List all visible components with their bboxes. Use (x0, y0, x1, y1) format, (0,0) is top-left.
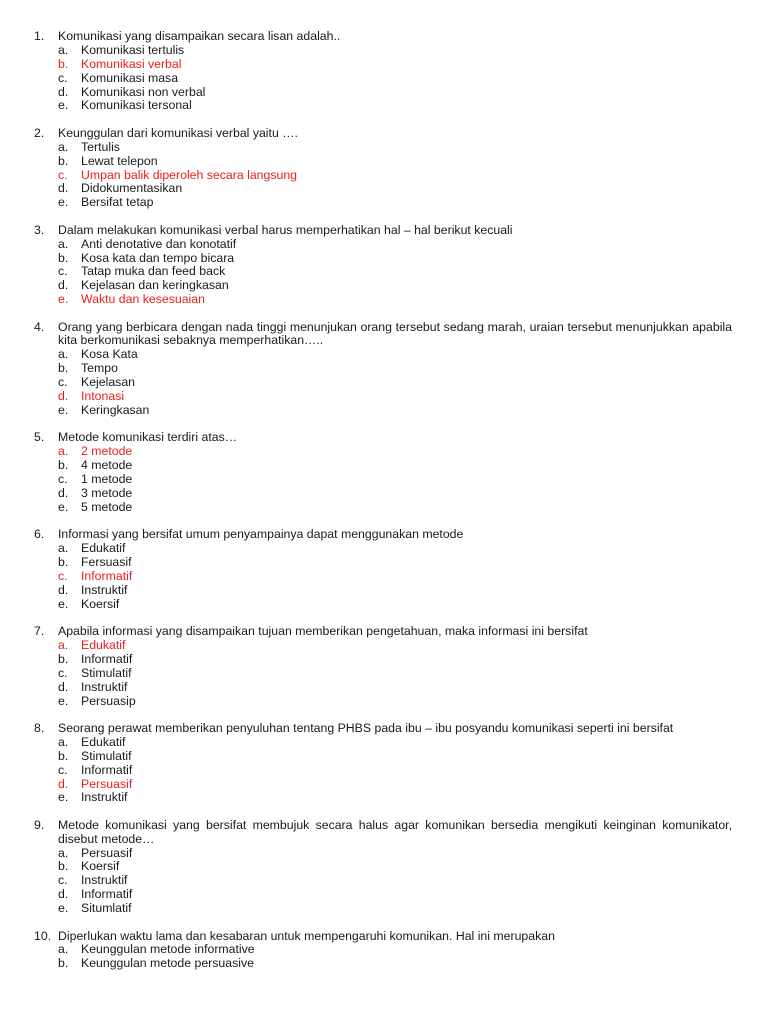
option-letter: e. (58, 499, 69, 514)
option-letter: c. (58, 264, 68, 279)
option-letter: d. (58, 776, 69, 791)
option-text: Tempo (81, 361, 118, 376)
option-letter: e. (58, 596, 69, 611)
question-number: 4. (34, 319, 45, 334)
question-heading (0, 722, 768, 736)
answer-option-correct (0, 58, 768, 72)
question-heading (0, 224, 768, 238)
option-text: Edukatif (81, 734, 126, 749)
option-letter: b. (58, 748, 69, 763)
answer-option (0, 404, 768, 418)
answer-option (0, 348, 768, 362)
question-number: 3. (34, 222, 45, 237)
question-number: 7. (34, 624, 45, 639)
option-letter: a. (58, 139, 69, 154)
question-text: Metode komunikasi terdiri atas… (58, 430, 238, 445)
answer-option (0, 736, 768, 750)
answer-option (0, 459, 768, 473)
answer-option-correct (0, 778, 768, 792)
option-letter: d. (58, 84, 69, 99)
answer-option (0, 902, 768, 916)
answer-option (0, 667, 768, 681)
option-letter: b. (58, 250, 69, 265)
answer-option (0, 196, 768, 210)
question-number: 8. (34, 720, 45, 735)
option-text: Instruktif (81, 873, 128, 888)
option-letter: d. (58, 278, 69, 293)
option-letter: c. (58, 665, 68, 680)
option-letter: c. (58, 167, 68, 182)
question-number: 5. (34, 430, 45, 445)
option-letter: e. (58, 98, 69, 113)
question-item (0, 528, 768, 611)
answer-option-correct (0, 293, 768, 307)
answer-options (0, 44, 768, 113)
option-letter: a. (58, 845, 69, 860)
answer-options (0, 238, 768, 307)
option-text: Persuasip (81, 693, 136, 708)
option-text: Edukatif (81, 637, 126, 652)
answer-option (0, 695, 768, 709)
option-letter: a. (58, 347, 69, 362)
question-text: Metode komunikasi yang bersifat membujuk secara halus agar komunikan bersedia mengikuti keinginan komunikator, disebut metode… (58, 817, 732, 846)
question-item (0, 625, 768, 708)
option-text: Informatif (81, 568, 133, 583)
question-heading (0, 625, 768, 639)
question-text: Dalam melakukan komunikasi verbal harus memperhatikan hal – hal berikut kecuali (58, 222, 513, 237)
option-text: Anti denotative dan konotatif (81, 236, 237, 251)
question-heading (0, 930, 768, 944)
answer-options (0, 348, 768, 417)
answer-option (0, 44, 768, 58)
answer-option (0, 681, 768, 695)
answer-option (0, 556, 768, 570)
option-text: Koersif (81, 859, 120, 874)
option-text: Stimulatif (81, 665, 132, 680)
answer-option-correct (0, 390, 768, 404)
question-heading (0, 127, 768, 141)
option-text: 2 metode (81, 444, 133, 459)
option-text: Lewat telepon (81, 153, 158, 168)
option-letter: c. (58, 70, 68, 85)
option-text: Keringkasan (81, 402, 150, 417)
answer-option (0, 141, 768, 155)
question-item (0, 722, 768, 805)
question-text: Apabila informasi yang disampaikan tujuan memberikan pengetahuan, maka informasi ini bersifat (58, 624, 588, 639)
option-letter: b. (58, 56, 69, 71)
answer-option-correct (0, 445, 768, 459)
question-number: 6. (34, 527, 45, 542)
answer-option (0, 598, 768, 612)
option-text: Koersif (81, 596, 120, 611)
option-text: Waktu dan kesesuaian (81, 292, 205, 307)
answer-option (0, 501, 768, 515)
question-item (0, 321, 768, 418)
answer-option-correct (0, 169, 768, 183)
answer-option (0, 584, 768, 598)
answer-option (0, 860, 768, 874)
answer-options (0, 639, 768, 708)
option-text: Informatif (81, 762, 133, 777)
answer-option (0, 376, 768, 390)
option-letter: b. (58, 651, 69, 666)
option-letter: b. (58, 956, 69, 971)
option-text: Komunikasi verbal (81, 56, 182, 71)
option-text: Fersuasif (81, 555, 132, 569)
option-text: Bersifat tetap (81, 195, 154, 210)
question-text: Diperlukan waktu lama dan kesabaran untuk mempengaruhi komunikan. Hal ini merupakan (58, 928, 555, 943)
option-text: 1 metode (81, 472, 133, 487)
answer-option (0, 279, 768, 293)
answer-option (0, 72, 768, 86)
option-letter: c. (58, 568, 68, 583)
question-text: Komunikasi yang disampaikan secara lisan adalah.. (58, 29, 341, 43)
answer-option (0, 888, 768, 902)
question-text: Keunggulan dari komunikasi verbal yaitu …. (58, 125, 298, 140)
option-letter: a. (58, 42, 69, 57)
option-text: Stimulatif (81, 748, 132, 763)
option-text: Informatif (81, 651, 133, 666)
answer-option (0, 943, 768, 957)
option-letter: e. (58, 693, 69, 708)
option-text: Persuasif (81, 776, 133, 791)
option-text: Tatap muka dan feed back (81, 264, 226, 279)
option-letter: a. (58, 942, 69, 957)
question-item (0, 30, 768, 113)
option-letter: e. (58, 402, 69, 417)
option-letter: d. (58, 679, 69, 694)
answer-option (0, 473, 768, 487)
answer-option (0, 182, 768, 196)
answer-options (0, 542, 768, 611)
answer-option (0, 265, 768, 279)
question-text: Orang yang berbicara dengan nada tinggi menunjukan orang tersebut sedang marah, uraian tersebut menunjukkan apabila kita berkomunikasi sebaknya memperhatikan….. (58, 319, 732, 348)
option-text: Didokumentasikan (81, 181, 183, 196)
option-text: Persuasif (81, 845, 133, 860)
answer-option-correct (0, 570, 768, 584)
option-letter: a. (58, 444, 69, 459)
option-text: 4 metode (81, 458, 133, 473)
option-text: Intonasi (81, 389, 125, 404)
option-letter: b. (58, 458, 69, 473)
answer-options (0, 141, 768, 210)
option-text: Tertulis (81, 139, 120, 154)
option-letter: c. (58, 375, 68, 390)
option-letter: e. (58, 195, 69, 210)
answer-option (0, 653, 768, 667)
option-text: Komunikasi tertulis (81, 42, 185, 57)
option-letter: b. (58, 361, 69, 376)
option-letter: b. (58, 859, 69, 874)
answer-option (0, 874, 768, 888)
question-heading (0, 30, 768, 44)
option-text: Instruktif (81, 790, 128, 805)
option-text: Edukatif (81, 541, 126, 556)
option-letter: a. (58, 541, 69, 556)
answer-option (0, 791, 768, 805)
option-text: Kosa kata dan tempo bicara (81, 250, 235, 265)
question-number: 9. (34, 817, 45, 832)
option-text: Komunikasi tersonal (81, 98, 192, 113)
option-letter: c. (58, 762, 68, 777)
question-item (0, 819, 768, 916)
question-item (0, 930, 768, 972)
answer-option (0, 764, 768, 778)
option-letter: a. (58, 734, 69, 749)
answer-option (0, 238, 768, 252)
option-letter: a. (58, 637, 69, 652)
question-item (0, 127, 768, 210)
answer-option-correct (0, 639, 768, 653)
answer-option (0, 362, 768, 376)
option-text: Keunggulan metode persuasive (81, 956, 254, 971)
option-letter: c. (58, 472, 68, 487)
answer-option (0, 252, 768, 266)
option-letter: d. (58, 887, 69, 902)
question-heading (0, 528, 768, 542)
option-text: Umpan balik diperoleh secara langsung (81, 167, 298, 182)
answer-option (0, 542, 768, 556)
answer-options (0, 736, 768, 805)
option-text: Kejelasan dan keringkasan (81, 278, 229, 293)
question-list (0, 30, 768, 985)
answer-option (0, 750, 768, 764)
option-letter: b. (58, 555, 69, 569)
question-heading (0, 431, 768, 445)
question-item (0, 431, 768, 514)
option-letter: d. (58, 389, 69, 404)
question-heading (0, 819, 768, 847)
question-text: Seorang perawat memberikan penyuluhan tentang PHBS pada ibu – ibu posyandu komunikasi seperti ini bersifat (58, 720, 674, 735)
answer-option (0, 957, 768, 971)
question-number: 2. (34, 125, 45, 140)
option-letter: c. (58, 873, 68, 888)
answer-option (0, 487, 768, 501)
option-text: Kosa Kata (81, 347, 138, 362)
option-text: Komunikasi non verbal (81, 84, 206, 99)
option-text: 3 metode (81, 485, 133, 500)
option-text: Instruktif (81, 679, 128, 694)
option-letter: d. (58, 181, 69, 196)
option-letter: e. (58, 292, 69, 307)
option-text: 5 metode (81, 499, 133, 514)
answer-options (0, 943, 768, 971)
question-number: 10. (34, 928, 52, 943)
option-text: Keunggulan metode informative (81, 942, 255, 957)
option-letter: a. (58, 236, 69, 251)
option-text: Kejelasan (81, 375, 136, 390)
option-letter: e. (58, 790, 69, 805)
option-letter: b. (58, 153, 69, 168)
option-text: Komunikasi masa (81, 70, 179, 85)
question-item (0, 224, 768, 307)
answer-option (0, 847, 768, 861)
answer-options (0, 445, 768, 514)
option-text: Instruktif (81, 582, 128, 597)
question-heading (0, 321, 768, 349)
question-number: 1. (34, 29, 45, 43)
option-letter: e. (58, 901, 69, 916)
answer-option (0, 99, 768, 113)
option-letter: d. (58, 485, 69, 500)
answer-option (0, 155, 768, 169)
question-text: Informasi yang bersifat umum penyampainya dapat menggunakan metode (58, 527, 464, 542)
option-text: Informatif (81, 887, 133, 902)
option-letter: d. (58, 582, 69, 597)
option-text: Situmlatif (81, 901, 132, 916)
answer-option (0, 86, 768, 100)
answer-options (0, 847, 768, 916)
